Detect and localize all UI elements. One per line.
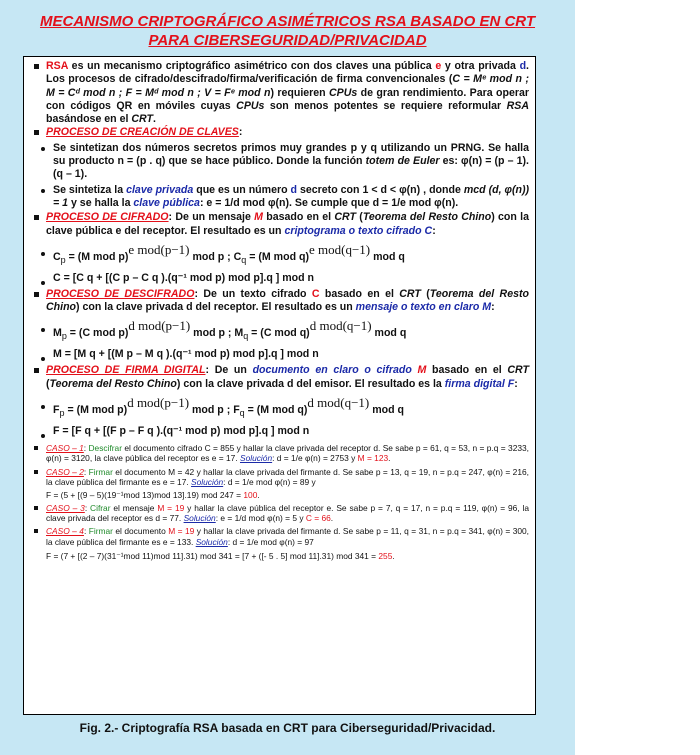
firma-formula-2	[33, 425, 529, 438]
intro-text: es un mecanismo criptográfico asimétrico con dos claves una pública	[67, 60, 436, 72]
formula-part: C	[53, 250, 61, 263]
caso-2-formula	[46, 490, 529, 500]
para-text: (	[46, 377, 50, 390]
crt-term: CRT	[399, 287, 421, 300]
rsa-formula: C = Mᵉ mod n ; M = Cᵈ mod n ; F = Mᵈ mod n ; V = Fᵉ mod n	[46, 73, 529, 99]
firma-term: firma digital F	[444, 377, 515, 390]
trc-term: Teorema del Resto Chino	[46, 287, 529, 314]
caso-4: CASO – 4: Firmar el documento M = 19 y hallar la clave privada del firmante d. Se sabe p = 11, q = 31, n = p.q = 341, φ(n) = 300, la clave pública del firmante es e = 133. Solución: d = 1/e mod φ(n) = 97	[33, 526, 529, 547]
para-text: basado en el	[262, 211, 335, 224]
documento-term: documento en claro o cifrado	[252, 364, 412, 377]
claro-term: mensaje o texto en claro M	[355, 301, 492, 314]
formula-part: F	[53, 404, 60, 417]
trc-term: Teorema del Resto Chino	[49, 377, 177, 390]
formula-part: = (M mod p)	[67, 404, 128, 417]
caso-action: Firmar	[88, 466, 113, 477]
creacion-step-2	[33, 184, 529, 211]
figure-title	[0, 12, 575, 50]
formula-exponent: d mod(q−1)	[307, 395, 370, 411]
totem-term: totem de Euler	[365, 155, 440, 168]
d-term: d	[519, 60, 527, 72]
caso-label: CASO – 1	[46, 443, 84, 454]
formula-part: M = [M q + [(M p – M q ).(q⁻¹ mod p) mod p].q ] mod n	[53, 348, 319, 361]
formula-part: = (M mod q)	[249, 250, 309, 263]
caso-m: M = 19	[168, 526, 195, 537]
cpus-term: CPUs	[329, 86, 358, 99]
creacion-heading	[33, 126, 529, 139]
formula-part: mod q	[373, 250, 405, 263]
caso-formula: F = (5 + [(9 – 5)(19⁻¹mod 13)mod 13].19) mod 247 =	[46, 489, 244, 500]
caso-2: CASO – 2: Firmar el documento M = 42 y hallar la clave privada del firmante d. Se sabe p = 13, q = 19, n = p.q = 247, φ(n) = 216, la clave pública del firmante es e = 17. Solución: d = 1/e mod φ(n) = 89 y	[33, 467, 529, 488]
caso-label: CASO – 2	[46, 466, 84, 477]
caso-text: .	[392, 551, 395, 562]
formula-exponent: d mod(q−1)	[309, 318, 372, 334]
trc-term: Teorema del Resto Chino	[362, 211, 492, 224]
formula-part: mod p ; C	[192, 250, 242, 263]
firma-paragraph	[33, 364, 529, 391]
caso-result: 100	[243, 489, 258, 500]
caso-result: M = 123	[357, 453, 389, 464]
para-text: : De un texto cifrado	[194, 287, 312, 300]
cifrado-formula-1: $C_p = (M$ mod p)e mod(p−1) mod p ; $C_q = (M$ mod q)e mod(q−1) mod q	[33, 243, 529, 267]
caso-label: CASO – 3	[46, 502, 85, 513]
para-text: (	[356, 211, 363, 224]
caso-text: .	[388, 453, 391, 464]
caso-result: C = 66	[305, 513, 331, 524]
caso-text: y hallar la clave privada del firmante d. Se sabe p = 11, q = 31, n = p.q = 341, φ(n) = 300, la clave pública del firmante es e = 133.	[46, 526, 530, 547]
para-text: :	[432, 224, 436, 237]
para-text: : De un mensaje	[168, 211, 255, 224]
caso-label: CASO – 4	[46, 526, 84, 537]
para-text: basado en el	[319, 287, 400, 300]
rsa-term: RSA	[46, 60, 68, 72]
formula-exponent: d mod(p−1)	[128, 318, 191, 334]
title-line-1: MECANISMO CRIPTOGRÁFICO ASIMÉTRICOS RSA BASADO EN CRT	[39, 13, 536, 30]
para-text: :	[514, 377, 518, 390]
section-heading: PROCESO DE FIRMA DIGITAL	[46, 364, 206, 377]
caso-text: : d = 1/e mod φ(n) = 89 y	[223, 477, 316, 488]
solucion-label: Solución	[191, 477, 224, 488]
intro-text: ) requieren	[270, 86, 330, 99]
intro-text: . Los procesos de cifrado/descifrado/firma/verificación de firma convencionales (	[46, 60, 529, 86]
rsa-term: RSA	[506, 99, 529, 112]
mcd-term: mcd (d, φ(n)) = 1	[53, 183, 530, 209]
caso-text: : d = 1/e mod φ(n) = 97	[227, 536, 314, 547]
criptograma-term: criptograma o texto cifrado C	[284, 224, 433, 237]
formula-part: F = [F q + [(F p – F q ).(q⁻¹ mod p) mod p].q ] mod n	[53, 425, 310, 438]
intro-text: basándose en el	[46, 113, 132, 126]
caso-text: .	[257, 489, 260, 500]
intro-text: son menos potentes se requiere reformular	[264, 99, 507, 112]
cpus-term: CPUs	[236, 99, 265, 112]
d-term: d	[290, 183, 298, 196]
formula-exponent: d mod(p−1)	[127, 395, 190, 411]
formula-part: mod q	[374, 327, 407, 340]
caso-text: el documento	[112, 526, 169, 537]
caso-text: el mensaje	[110, 502, 158, 513]
formula-part: mod q	[372, 404, 404, 417]
figure-caption: Fig. 2.- Criptografía RSA basada en CRT para Ciberseguridad/Privacidad.	[79, 721, 496, 735]
section-heading: PROCESO DE CIFRADO	[46, 211, 169, 224]
firma-formula-1: $F_p = (M$ mod p)d mod(p−1) mod p ; $F_q = (M$ mod q)d mod(q−1) mod q	[33, 396, 529, 420]
para-text: ) con la clave privada d del emisor. El resultado es la	[176, 377, 445, 390]
step-text: : e = 1/d mod φ(n). Se cumple que d = 1/e mod φ(n).	[199, 196, 459, 209]
caso-text: : e = 1/d mod φ(n) = 5 y	[215, 513, 306, 524]
section-heading: PROCESO DE DESCIFRADO	[46, 287, 195, 300]
formula-part: = (M mod p)	[68, 250, 129, 263]
caso-text: y hallar la clave pública del receptor e. Se sabe p = 7, q = 17, n = p.q = 119, φ(n) = 96, la clave privada del receptor es d = 77.	[46, 502, 530, 524]
e-term: e	[435, 60, 442, 72]
caso-result: 255	[378, 551, 393, 562]
m-term: M	[417, 364, 427, 377]
para-text: ) con la clave pública e del receptor. El resultado es un	[46, 211, 529, 237]
caso-action: Firmar	[88, 526, 113, 537]
formula-part: mod p ; F	[192, 404, 240, 417]
caso-text: el documento M = 42 y hallar la clave privada del firmante d. Se sabe p = 13, q = 19, n = p.q = 247, φ(n) = 216, la clave pública del firmante es e = 17.	[46, 466, 529, 488]
content-box	[23, 56, 536, 715]
caso-action: Descifrar	[88, 443, 123, 454]
caso-4-formula	[46, 551, 529, 561]
crt-term: CRT	[131, 113, 153, 126]
formula-part: mod p ; M	[193, 327, 244, 340]
step-text: Se sintetiza la	[53, 183, 127, 196]
formula-exponent: e mod(p−1)	[128, 241, 190, 257]
para-text: (	[420, 287, 430, 300]
caso-m: M = 19	[157, 502, 185, 513]
intro-text: de gran rendimiento. Para operar con códigos QR en móviles cuyas	[46, 86, 529, 112]
descifrado-formula-1: $M_p = (C$ mod p)d mod(p−1) mod p ; $M_q = (C$ mod q)d mod(q−1) mod q	[33, 319, 529, 343]
formula-part: = (C mod p)	[69, 327, 129, 340]
step-text: secreto con 1 < d < φ(n) , donde	[297, 183, 464, 196]
caso-formula: F = (7 + [(2 – 7)(31⁻¹mod 11)mod 11].31) mod 341 = [7 + ([- 5 . 5] mod 11].31) mod 341 =	[46, 551, 379, 562]
crt-term: CRT	[507, 364, 529, 377]
crt-term: CRT	[334, 211, 356, 224]
step-text: Se sintetizan dos números secretos primos muy grandes p y q utilizando un PRNG. Se halla su producto n = (p . q) que se hace público. Donde la función	[53, 141, 529, 168]
caso-text: el documento cifrado C = 855 y hallar la clave privada del receptor d. Se sabe p = 61, q = 53, n = p.q = 3233, φ(n) = 3120, la clave pública del receptor es e = 17.	[46, 443, 529, 464]
para-text: :	[491, 301, 495, 314]
intro-text: y otra privada	[441, 60, 520, 72]
private-key-term: clave privada	[126, 183, 194, 196]
caso-text: .	[330, 513, 334, 524]
para-text: ) con la clave privada d del receptor. El resultado es un	[76, 301, 356, 314]
solucion-label: Solución	[183, 513, 216, 524]
para-text: : De un	[205, 364, 253, 377]
formula-part: C = [C q + [(C p – C q ).(q⁻¹ mod p) mod p].q ] mod n	[53, 271, 314, 284]
step-text: es: φ(n) = (p – 1).(q – 1).	[53, 155, 529, 181]
intro-text: .	[152, 113, 156, 126]
public-key-term: clave pública	[133, 196, 200, 209]
step-text: y se halla la	[68, 196, 134, 209]
caso-action: Cifrar	[90, 502, 111, 513]
descifrado-formula-2	[33, 348, 529, 361]
c-term: C	[311, 287, 320, 300]
m-term: M	[254, 211, 263, 224]
caso-1: CASO – 1: Descifrar el documento cifrado C = 855 y hallar la clave privada del receptor d. Se sabe p = 61, q = 53, n = p.q = 3233, φ(n) = 3120, la clave pública del receptor es e = 17. Solución: d = 1/e φ(n) = 2753 y M = 123.	[33, 443, 529, 464]
intro-paragraph	[33, 60, 529, 126]
formula-exponent: e mod(q−1)	[308, 241, 371, 257]
solucion-label: Solución	[195, 536, 228, 547]
step-text: que es un número	[193, 183, 291, 196]
section-heading: PROCESO DE CREACIÓN DE CLAVES	[46, 126, 239, 139]
descifrado-paragraph	[33, 288, 529, 315]
para-text: basado en el	[426, 364, 508, 377]
formula-part: = (C mod q)	[251, 327, 310, 340]
formula-part: = (M mod q)	[247, 404, 308, 417]
cifrado-formula-2	[33, 272, 529, 285]
title-line-2: PARA CIBERSEGURIDAD/PRIVACIDAD	[148, 32, 427, 49]
solucion-label: Solución	[239, 453, 273, 464]
caso-text: : d = 1/e φ(n) = 2753 y	[272, 453, 358, 464]
creacion-step-1	[33, 142, 529, 182]
heading-colon: :	[238, 126, 243, 139]
cifrado-paragraph	[33, 211, 529, 238]
formula-part: M	[53, 327, 62, 340]
caso-3: CASO – 3: Cifrar el mensaje M = 19 y hallar la clave pública del receptor e. Se sabe p = 7, q = 17, n = p.q = 119, φ(n) = 96, la clave privada del receptor es d = 77. Solución: e = 1/d mod φ(n) = 5 y C = 66.	[33, 503, 529, 524]
